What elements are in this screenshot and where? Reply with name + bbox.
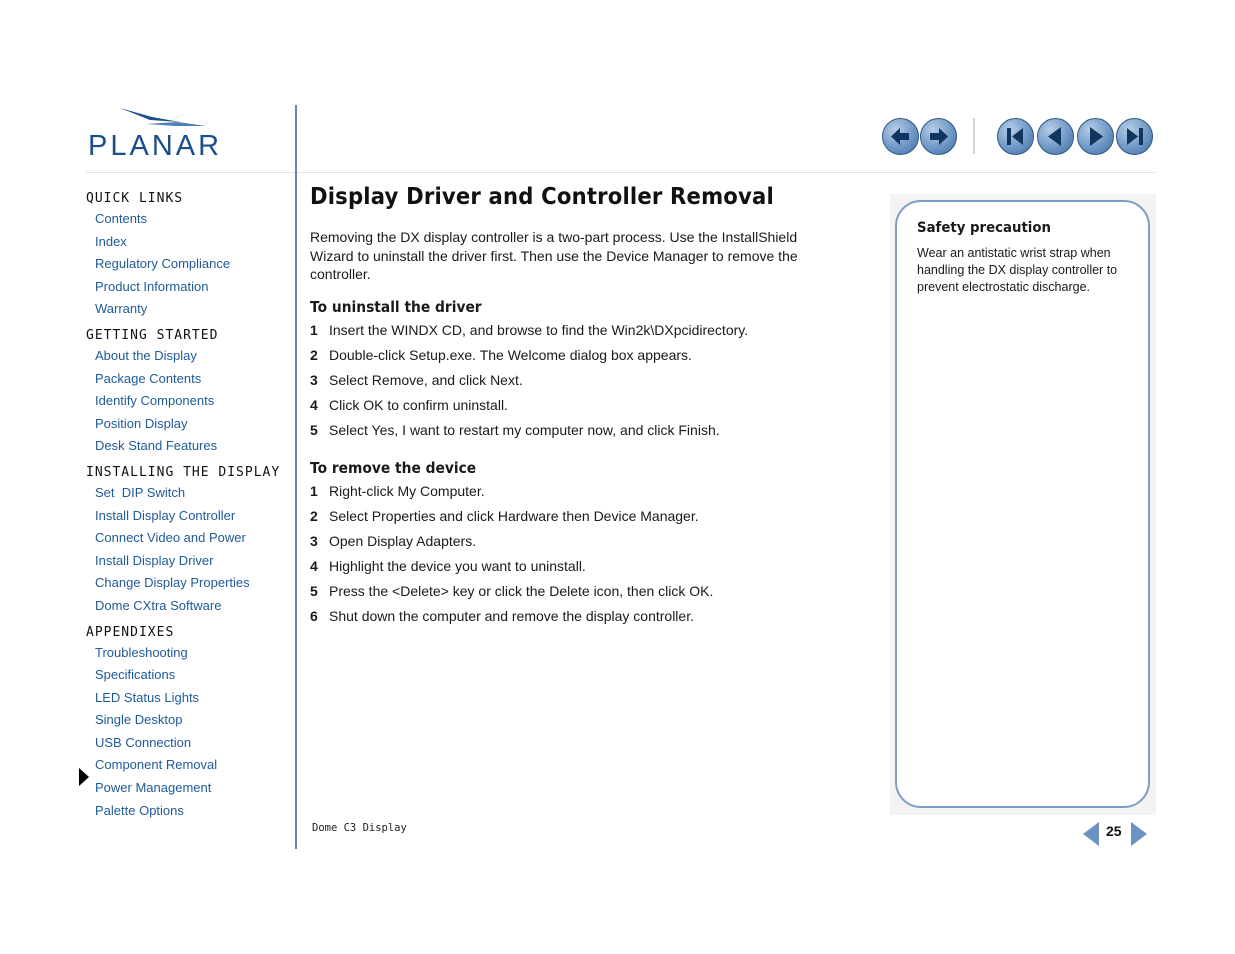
list-item <box>310 556 830 581</box>
forward-icon <box>921 119 956 154</box>
step-text: Double-click Setup.exe. The Welcome dialog box appears. <box>329 346 692 363</box>
sidebar-item-desk-stand-features[interactable]: Desk Stand Features <box>95 438 218 454</box>
sidebar-section-appendixes <box>86 624 291 823</box>
list-item <box>310 395 830 420</box>
sidebar-item-set-dip-switch[interactable]: Set DIP Switch <box>95 484 186 500</box>
step-number: 4 <box>310 396 318 413</box>
section-title: QUICK LINKS <box>86 191 184 206</box>
section-title: APPENDIXES <box>86 624 175 640</box>
sidebar-item-identify-components[interactable]: Identify Components <box>95 393 215 409</box>
previous-page-button[interactable] <box>1037 118 1074 155</box>
main-content <box>310 184 830 645</box>
remove-heading: To remove the device <box>310 458 477 477</box>
step-text: Select Yes, I want to restart my computer now, and click Finish. <box>329 421 720 438</box>
sidebar-item-usb-connection[interactable]: USB Connection <box>95 734 192 750</box>
page-number: 25 <box>1106 823 1122 839</box>
sidebar-item-warranty[interactable]: Warranty <box>95 301 148 317</box>
page-next-arrow-icon[interactable] <box>1131 822 1147 846</box>
step-number: 2 <box>310 507 318 524</box>
uninstall-steps <box>310 320 830 445</box>
page-title: Display Driver and Controller Removal <box>310 184 774 210</box>
safety-note-panel <box>895 200 1150 808</box>
remove-steps <box>310 481 830 631</box>
sidebar-divider <box>295 105 297 849</box>
next-page-button[interactable] <box>1077 118 1114 155</box>
section-title: INSTALLING THE DISPLAY <box>86 464 281 480</box>
logo-wordmark: PLANAR <box>88 130 223 162</box>
back-button[interactable] <box>882 118 919 155</box>
sidebar-item-dome-cxtra-software[interactable]: Dome CXtra Software <box>95 597 222 613</box>
step-number: 3 <box>310 371 318 388</box>
sidebar-item-regulatory-compliance[interactable]: Regulatory Compliance <box>95 256 231 272</box>
sidebar-section-installing <box>86 464 291 618</box>
step-number: 3 <box>310 532 318 549</box>
sidebar-item-position-display[interactable]: Position Display <box>95 415 188 431</box>
list-item <box>310 606 830 631</box>
step-number: 4 <box>310 557 318 574</box>
toolbar-divider <box>973 118 975 154</box>
step-number: 5 <box>310 582 318 599</box>
step-text: Highlight the device you want to uninstall. <box>329 557 586 574</box>
previous-page-icon <box>1038 119 1073 154</box>
sidebar-item-install-display-controller[interactable]: Install Display Controller <box>95 507 236 523</box>
section-title: GETTING STARTED <box>86 327 219 343</box>
step-number: 1 <box>310 321 318 338</box>
sidebar-item-package-contents[interactable]: Package Contents <box>95 370 202 386</box>
last-page-icon <box>1117 119 1152 154</box>
step-number: 6 <box>310 607 318 624</box>
sidebar-item-product-information[interactable]: Product Information <box>95 278 209 294</box>
sidebar-item-component-removal[interactable]: Component Removal <box>95 757 218 773</box>
step-text: Click OK to confirm uninstall. <box>329 396 508 413</box>
step-number: 5 <box>310 421 318 438</box>
planar-logo <box>86 100 238 162</box>
step-number: 2 <box>310 346 318 363</box>
step-text: Open Display Adapters. <box>329 532 477 549</box>
back-icon <box>883 119 918 154</box>
sidebar-section-quick-links <box>86 190 291 321</box>
current-page-arrow-icon <box>79 768 89 786</box>
intro-paragraph: Removing the DX display controller is a two-part process. Use the InstallShield Wizard to uninstall the driver first. Then use the Device Manager to remove the controller. <box>310 229 798 282</box>
sidebar-item-install-display-driver[interactable]: Install Display Driver <box>95 552 214 568</box>
sidebar-item-change-display-properties[interactable]: Change Display Properties <box>95 575 250 591</box>
list-item <box>310 481 830 506</box>
uninstall-heading: To uninstall the driver <box>310 297 482 316</box>
sidebar-item-contents[interactable]: Contents <box>95 211 148 226</box>
step-text: Select Properties and click Hardware then Device Manager. <box>329 507 699 524</box>
step-text: Press the <Delete> key or click the Delete icon, then click OK. <box>329 582 714 599</box>
list-item <box>310 581 830 606</box>
step-text: Right-click My Computer. <box>329 482 485 499</box>
list-item <box>310 345 830 370</box>
sidebar-item-troubleshooting[interactable]: Troubleshooting <box>95 644 188 660</box>
sidebar-item-palette-options[interactable]: Palette Options <box>95 802 184 818</box>
panel-title: Safety precaution <box>917 220 1051 236</box>
list-item <box>310 370 830 395</box>
sidebar-item-single-desktop[interactable]: Single Desktop <box>95 712 183 728</box>
sidebar-item-specifications[interactable]: Specifications <box>95 667 176 683</box>
first-page-icon <box>998 119 1033 154</box>
list-item <box>310 420 830 445</box>
list-item <box>310 506 830 531</box>
step-number: 1 <box>310 482 318 499</box>
sidebar-item-about-the-display[interactable]: About the Display <box>95 347 197 363</box>
last-page-button[interactable] <box>1116 118 1153 155</box>
sidebar-nav <box>86 190 291 828</box>
list-item <box>310 531 830 556</box>
sidebar-item-power-management[interactable]: Power Management <box>95 780 212 796</box>
step-text: Insert the WINDX CD, and browse to find the Win2k\DXpcidirectory. <box>329 321 749 338</box>
first-page-button[interactable] <box>997 118 1034 155</box>
list-item <box>310 320 830 345</box>
page-prev-arrow-icon[interactable] <box>1083 822 1099 846</box>
sidebar-item-connect-video-and-power[interactable]: Connect Video and Power <box>95 530 246 546</box>
step-text: Shut down the computer and remove the display controller. <box>329 607 694 624</box>
sidebar-section-getting-started <box>86 327 291 458</box>
sidebar-item-led-status-lights[interactable]: LED Status Lights <box>95 689 200 705</box>
forward-button[interactable] <box>920 118 957 155</box>
step-text: Select Remove, and click Next. <box>329 371 523 388</box>
sidebar-item-index[interactable]: Index <box>95 233 127 249</box>
document-title: Dome C3 Display <box>312 822 407 834</box>
next-page-icon <box>1078 119 1113 154</box>
header-divider <box>86 172 1155 173</box>
panel-text: Wear an antistatic wrist strap when handling the DX display controller to prevent electrostatic discharge. <box>917 246 1118 294</box>
